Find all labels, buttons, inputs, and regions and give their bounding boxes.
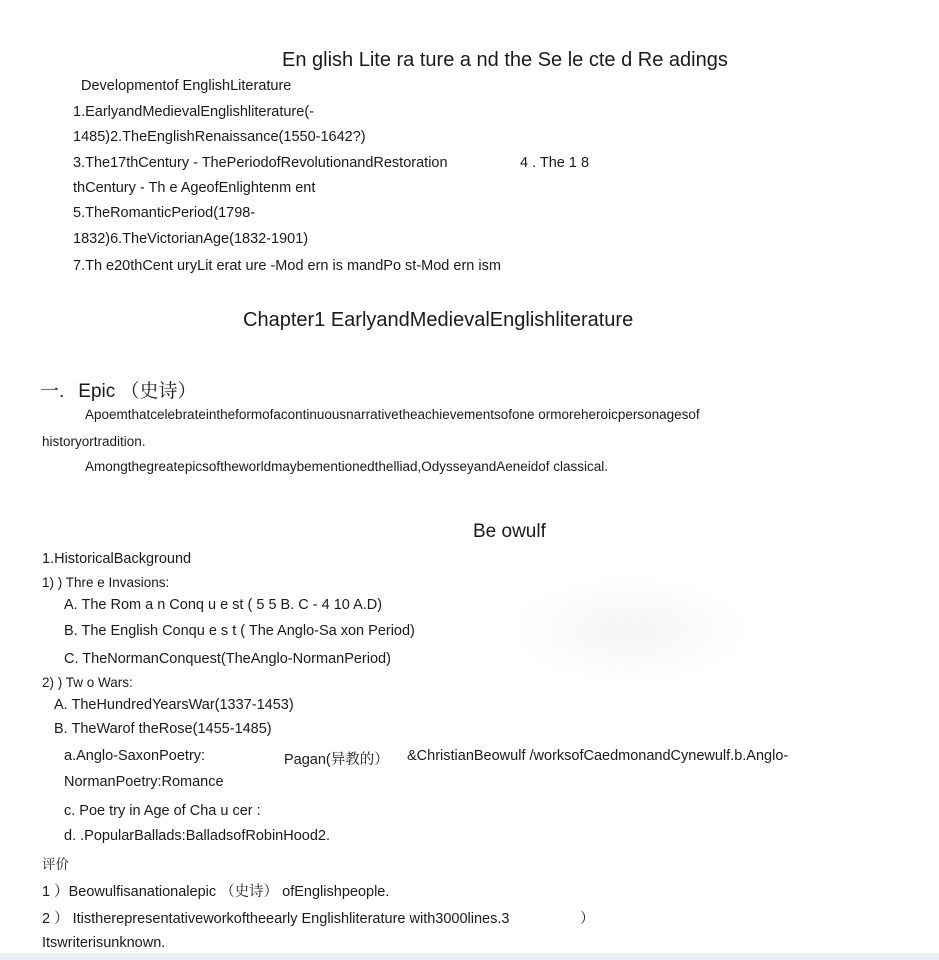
beowulf-line: d. .PopularBallads:BalladsofRobinHood2.	[64, 828, 331, 844]
beowulf-line: a.Anglo-SaxonPoetry:	[64, 748, 206, 764]
evaluation-line: 2 ） Itistherepresentativeworkoftheearly Englishliterature with3000lines.3	[42, 911, 510, 927]
bottom-edge-bar	[0, 953, 939, 960]
evaluation-line: 1 ）Beowulfisanationalepic （史诗） ofEnglishpeople.	[42, 884, 390, 900]
evaluation-heading: 评价	[42, 857, 69, 872]
beowulf-line: A. TheHundredYearsWar(1337-1453)	[54, 697, 294, 713]
beowulf-line: NormanPoetry:Romance	[64, 774, 224, 790]
toc-heading: Developmentof EnglishLiterature	[81, 78, 292, 94]
toc-line: 1485)2.TheEnglishRenaissance(1550-1642?)	[73, 129, 366, 145]
beowulf-line: 2) ) Tw o Wars:	[42, 675, 133, 690]
beowulf-line: C. TheNormanConquest(TheAnglo-NormanPeriod)	[64, 651, 391, 667]
document-title: En glish Lite ra ture a nd the Se le cte d Re adings	[282, 49, 728, 71]
toc-line: 3.The17thCentury - ThePeriodofRevolutionandRestoration	[73, 155, 448, 171]
epic-examples: Amongthegreatepicsoftheworldmaybementionedthelliad,OdysseyandAeneidof classical.	[85, 459, 609, 474]
section-number: 一.	[40, 381, 65, 402]
beowulf-line: A. The Rom a n Conq u e st ( 5 5 B. C - 4 10 A.D)	[64, 597, 383, 613]
beowulf-line: B. TheWarof theRose(1455-1485)	[54, 721, 272, 737]
section-heading-epic	[40, 376, 197, 403]
toc-line: 1832)6.TheVictorianAge(1832-1901)	[73, 231, 309, 247]
section-title: Epic （史诗）	[78, 381, 197, 402]
toc-line: 1.EarlyandMedievalEnglishliterature(-	[73, 104, 314, 120]
beowulf-line: B. The English Conqu e s t ( The Anglo-Sa xon Period)	[64, 623, 415, 639]
toc-line: thCentury - Th e AgeofEnlightenm ent	[73, 180, 316, 196]
epic-definition-line: Apoemthatcelebrateintheformofacontinuousnarrativetheachievementsofone ormoreheroicpersonagesof	[85, 407, 700, 422]
toc-line: 5.TheRomanticPeriod(1798-	[73, 205, 256, 221]
toc-line: 4 . The 1 8	[520, 155, 590, 171]
toc-line: 7.Th e20thCent uryLit erat ure -Mod ern is mandPo st-Mod ern ism	[73, 258, 501, 274]
chapter-title: Chapter1 EarlyandMedievalEnglishliterature	[243, 309, 634, 331]
evaluation-line: Itswriterisunknown.	[42, 935, 166, 951]
beowulf-line: &ChristianBeowulf /worksofCaedmonandCynewulf.b.Anglo-	[407, 748, 789, 764]
beowulf-line: Pagan(异教的）	[284, 752, 389, 768]
evaluation-line: ）	[580, 911, 595, 927]
beowulf-title: Be owulf	[473, 521, 546, 542]
beowulf-line: 1.HistoricalBackground	[42, 551, 192, 567]
epic-definition-line: historyortradition.	[42, 434, 146, 449]
beowulf-line: 1) ) Thre e Invasions:	[42, 575, 170, 590]
scan-smudge	[510, 575, 750, 685]
beowulf-line: c. Poe try in Age of Cha u cer :	[64, 803, 261, 819]
